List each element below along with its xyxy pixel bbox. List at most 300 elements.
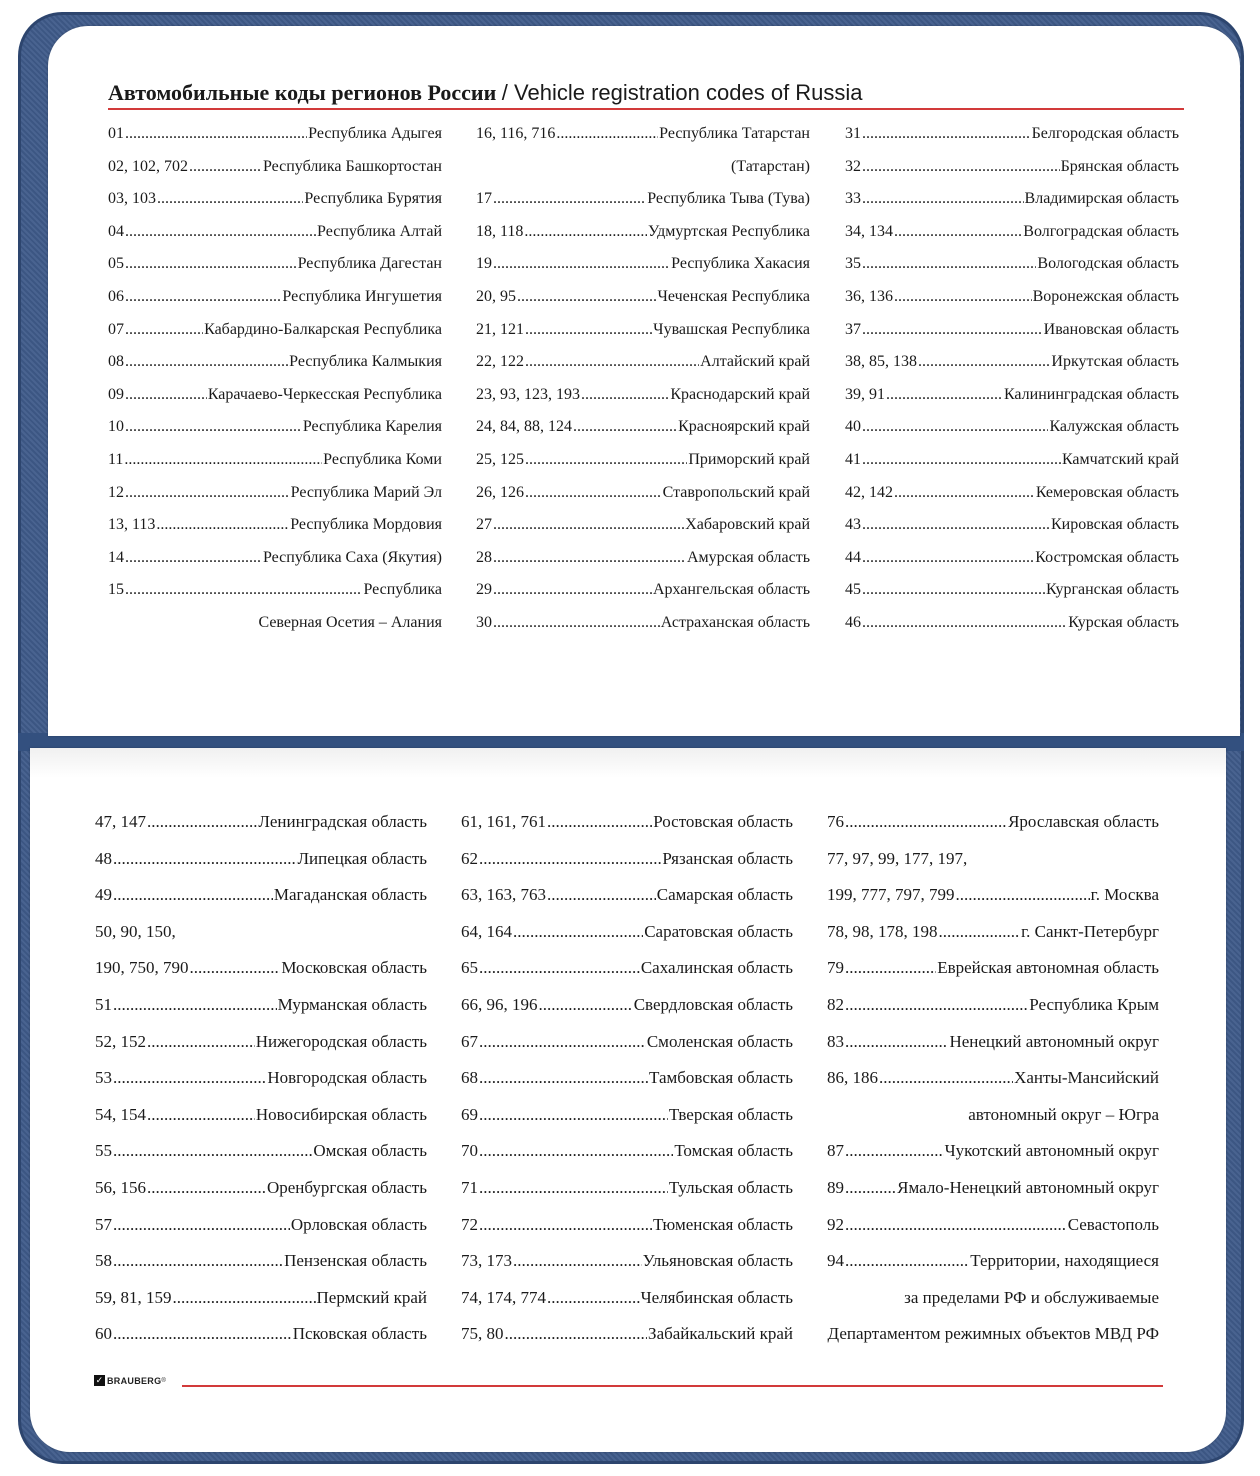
region-code: 78, 98, 178, 198 xyxy=(827,921,938,941)
dot-leader xyxy=(113,1133,312,1170)
region-name: Республика Тыва (Тува) xyxy=(647,190,810,208)
dot-leader xyxy=(479,1097,668,1134)
region-entry-continuation xyxy=(476,151,810,184)
dot-leader xyxy=(479,1024,646,1061)
region-name: Костромская область xyxy=(1035,548,1179,566)
region-code: 64, 164 xyxy=(461,921,512,941)
region-code: 29 xyxy=(476,581,492,599)
region-code: 13, 113 xyxy=(108,516,156,534)
region-entry xyxy=(845,346,1179,379)
region-name: Владимирская область xyxy=(1024,190,1179,208)
region-name-continuation: (Татарстан) xyxy=(731,157,810,175)
region-name: Магаданская область xyxy=(273,885,427,905)
dot-leader xyxy=(539,987,633,1024)
region-name: Республика Адыгея xyxy=(308,125,442,142)
region-entry xyxy=(845,118,1179,151)
dot-leader xyxy=(493,183,646,216)
region-code: 12 xyxy=(108,483,124,501)
region-name: Тамбовская область xyxy=(649,1068,793,1088)
region-code: 67 xyxy=(461,1031,478,1051)
region-name: Еврейская автономная область xyxy=(937,958,1159,978)
region-code: 49 xyxy=(95,885,112,905)
region-entry xyxy=(461,1243,793,1280)
region-code: 74, 174, 774 xyxy=(461,1287,546,1307)
region-name: Омская область xyxy=(313,1141,427,1161)
dot-leader xyxy=(845,987,1028,1024)
dot-leader xyxy=(525,444,687,477)
dot-leader xyxy=(479,1133,673,1170)
region-name: Республика Татарстан xyxy=(659,125,810,142)
region-entry xyxy=(95,841,427,878)
region-entry xyxy=(476,509,810,542)
region-code: 19 xyxy=(476,255,492,273)
dot-leader xyxy=(125,281,281,314)
region-entry xyxy=(845,248,1179,281)
dot-leader xyxy=(918,346,1050,379)
region-name: Ульяновская область xyxy=(642,1251,793,1271)
region-name: Чукотский автономный округ xyxy=(944,1141,1159,1161)
dot-leader xyxy=(513,914,643,951)
region-code: 09 xyxy=(108,385,124,403)
region-name: Брянская область xyxy=(1060,157,1179,175)
region-entry xyxy=(108,411,442,444)
dot-leader xyxy=(547,1280,640,1317)
dot-leader xyxy=(125,477,290,510)
page-title-ru: Автомобильные коды регионов России xyxy=(108,80,497,105)
region-name: Краснодарский край xyxy=(670,385,810,403)
dot-leader xyxy=(845,1243,969,1280)
region-name: Республика Марий Эл xyxy=(290,483,442,501)
region-entry xyxy=(476,542,810,575)
page-title xyxy=(108,78,1184,108)
dot-leader xyxy=(124,444,322,477)
region-codes-lead xyxy=(95,914,427,951)
region-entry xyxy=(845,216,1179,249)
dot-leader xyxy=(125,248,297,281)
region-entry xyxy=(461,1207,793,1244)
region-entry xyxy=(108,379,442,412)
region-entry xyxy=(845,477,1179,510)
region-name: Приморский край xyxy=(688,450,810,468)
region-name: Московская область xyxy=(281,958,427,978)
region-name: Пензенская область xyxy=(284,1251,427,1271)
region-code: 46 xyxy=(845,613,861,631)
region-entry xyxy=(845,151,1179,184)
region-name: Республика Алтай xyxy=(317,222,442,240)
region-name: Забайкальский край xyxy=(648,1324,793,1344)
region-entry xyxy=(827,1024,1159,1061)
dot-leader xyxy=(862,574,1045,607)
footer-rule xyxy=(182,1385,1163,1387)
region-entry xyxy=(461,841,793,878)
region-name: г. Санкт-Петербург xyxy=(1021,921,1159,941)
region-code: 20, 95 xyxy=(476,287,516,305)
region-entry xyxy=(827,1170,1159,1207)
region-entry xyxy=(845,444,1179,477)
region-entry xyxy=(845,281,1179,314)
dot-leader xyxy=(524,216,647,249)
region-entry xyxy=(827,1060,1159,1097)
dot-leader xyxy=(845,1024,948,1061)
dot-leader xyxy=(894,216,1022,249)
region-name: Липецкая область xyxy=(297,848,427,868)
dot-leader xyxy=(479,950,640,987)
region-entry xyxy=(108,542,442,575)
region-name: Псковская область xyxy=(292,1324,427,1344)
dot-leader xyxy=(125,542,262,575)
region-code: 72 xyxy=(461,1214,478,1234)
title-underline xyxy=(108,108,1184,110)
region-entry xyxy=(845,314,1179,347)
region-code: 16, 116, 716 xyxy=(476,125,556,142)
page-fold-shadow xyxy=(30,748,1226,778)
region-code: 02, 102, 702 xyxy=(108,157,188,175)
region-entry xyxy=(108,248,442,281)
region-entry xyxy=(461,1024,793,1061)
region-name-continuation: Департаментом режимных объектов МВД РФ xyxy=(827,1324,1159,1344)
dot-leader xyxy=(493,509,684,542)
region-entry xyxy=(108,281,442,314)
region-code: 17 xyxy=(476,190,492,208)
dot-leader xyxy=(479,1207,652,1244)
region-code: 10 xyxy=(108,418,124,436)
dot-leader xyxy=(125,379,207,412)
region-codes-lead xyxy=(827,841,1159,878)
region-name: Саратовская область xyxy=(644,921,793,941)
region-name-continuation: Северная Осетия – Алания xyxy=(258,613,442,631)
dot-leader xyxy=(845,804,1007,841)
region-entry xyxy=(108,346,442,379)
region-name: Кировская область xyxy=(1050,516,1179,534)
region-name: Архангельская область xyxy=(652,581,810,599)
region-code: 68 xyxy=(461,1068,478,1088)
dot-leader xyxy=(125,574,362,607)
region-code: 37 xyxy=(845,320,861,338)
region-name: Республика Саха (Якутия) xyxy=(262,548,442,566)
dot-leader xyxy=(862,183,1024,216)
region-entry xyxy=(827,1243,1159,1280)
region-name: Республика Коми xyxy=(323,450,442,468)
region-name: Пермский край xyxy=(316,1287,427,1307)
region-code: 92 xyxy=(827,1214,844,1234)
region-name: Оренбургская область xyxy=(266,1177,427,1197)
region-entry xyxy=(108,444,442,477)
region-code: 55 xyxy=(95,1141,112,1161)
region-code: 62 xyxy=(461,848,478,868)
region-code: 30 xyxy=(476,613,492,631)
region-name: Ставропольский край xyxy=(662,483,810,501)
dot-leader xyxy=(547,804,652,841)
region-entry xyxy=(95,987,427,1024)
dot-leader xyxy=(862,248,1036,281)
region-code: 14 xyxy=(108,548,124,566)
region-code: 34, 134 xyxy=(845,222,893,240)
region-entry xyxy=(827,1207,1159,1244)
region-entry xyxy=(827,804,1159,841)
dot-leader xyxy=(894,477,1035,510)
region-entry xyxy=(461,804,793,841)
region-code: 26, 126 xyxy=(476,483,524,501)
region-name: Томская область xyxy=(674,1141,793,1161)
region-name: Алтайский край xyxy=(700,353,810,371)
dot-leader xyxy=(125,314,203,347)
region-code: 11 xyxy=(108,450,124,468)
region-name: Самарская область xyxy=(656,885,793,905)
region-name: Вологодская область xyxy=(1037,255,1179,273)
region-entry xyxy=(108,574,442,607)
region-name: Красноярский край xyxy=(678,418,810,436)
region-code: 65 xyxy=(461,958,478,978)
dot-leader xyxy=(845,1170,896,1207)
bottom-column-1 xyxy=(95,804,427,1353)
region-code: 23, 93, 123, 193 xyxy=(476,385,580,403)
region-name: Ленинградская область xyxy=(258,812,427,831)
region-entry xyxy=(476,477,810,510)
region-entry xyxy=(476,314,810,347)
region-entry xyxy=(108,509,442,542)
brand-name: BRAUBERG xyxy=(107,1375,162,1386)
dot-leader xyxy=(862,151,1060,184)
region-name: Мурманская область xyxy=(277,994,427,1014)
region-code: 51 xyxy=(95,994,112,1014)
region-name: Камчатский край xyxy=(1061,450,1179,468)
dot-leader xyxy=(845,950,936,987)
dot-leader xyxy=(125,346,288,379)
region-entry-continuation xyxy=(827,1280,1159,1317)
region-entry-continuation xyxy=(827,1316,1159,1353)
region-entry-continuation xyxy=(108,607,442,640)
region-name: Калужская область xyxy=(1049,418,1179,436)
dot-leader xyxy=(862,314,1043,347)
region-name: Республика Калмыкия xyxy=(289,353,442,371)
region-name: Карачаево-Черкесская Республика xyxy=(207,385,442,403)
region-code: 28 xyxy=(476,548,492,566)
region-entry xyxy=(476,281,810,314)
region-code: 60 xyxy=(95,1324,112,1344)
region-code: 63, 163, 763 xyxy=(461,885,546,905)
brand-logo xyxy=(94,1375,166,1386)
dot-leader xyxy=(493,607,660,640)
region-name: Удмуртская Республика xyxy=(648,222,810,240)
region-name: Чеченская Республика xyxy=(657,287,810,305)
region-name: Ненецкий автономный округ xyxy=(949,1031,1159,1051)
region-entry xyxy=(95,1133,427,1170)
region-name: Волгоградская область xyxy=(1023,222,1179,240)
region-entry xyxy=(476,607,810,640)
region-entry xyxy=(845,379,1179,412)
region-code: 61, 161, 761 xyxy=(461,812,546,831)
region-entry xyxy=(461,1133,793,1170)
region-code: 24, 84, 88, 124 xyxy=(476,418,572,436)
dot-leader xyxy=(525,477,662,510)
region-entry xyxy=(461,1280,793,1317)
dot-leader xyxy=(845,1133,944,1170)
dot-leader xyxy=(113,1207,290,1244)
dot-leader xyxy=(862,542,1034,575)
region-entry xyxy=(95,1207,427,1244)
region-code: 82 xyxy=(827,994,844,1014)
region-name-continuation: за пределами РФ и обслуживаемые xyxy=(904,1287,1159,1307)
region-entry-continuation xyxy=(827,1097,1159,1134)
region-entry xyxy=(95,877,427,914)
region-code: 05 xyxy=(108,255,124,273)
region-name: Калининградская область xyxy=(1003,385,1179,403)
region-name: Иркутская область xyxy=(1051,353,1179,371)
dot-leader xyxy=(862,607,1067,640)
dot-leader xyxy=(479,1060,648,1097)
region-name: Рязанская область xyxy=(662,848,793,868)
region-entry xyxy=(476,248,810,281)
region-name: Кемеровская область xyxy=(1035,483,1179,501)
region-entry xyxy=(108,118,442,151)
region-entry xyxy=(95,1316,427,1353)
region-entry xyxy=(845,183,1179,216)
region-entry xyxy=(95,1170,427,1207)
region-name: Свердловская область xyxy=(633,994,793,1014)
region-name: Новосибирская область xyxy=(255,1104,427,1124)
brand-reg-mark: ® xyxy=(161,1377,167,1384)
region-entry xyxy=(476,346,810,379)
region-entry xyxy=(95,950,427,987)
region-entry xyxy=(827,877,1159,914)
region-entry xyxy=(845,509,1179,542)
dot-leader xyxy=(147,804,257,841)
region-entry xyxy=(827,914,1159,951)
brand-check-icon: ✓ xyxy=(95,1375,104,1385)
region-code: 06 xyxy=(108,287,124,305)
region-code: 87 xyxy=(827,1141,844,1161)
region-code: 94 xyxy=(827,1251,844,1271)
region-entry xyxy=(108,314,442,347)
region-entry xyxy=(95,1280,427,1317)
dot-leader xyxy=(505,1316,648,1353)
dot-leader xyxy=(113,987,277,1024)
dot-leader xyxy=(956,877,1090,914)
region-code: 77, 97, 99, 177, 197, xyxy=(827,848,968,868)
page-title-en: / Vehicle registration codes of Russia xyxy=(501,80,863,105)
region-name: Тюменская область xyxy=(652,1214,793,1234)
region-name: Ростовская область xyxy=(653,812,793,831)
bottom-column-2 xyxy=(461,804,793,1353)
region-entry xyxy=(461,1316,793,1353)
region-entry xyxy=(108,477,442,510)
top-column-2 xyxy=(476,118,810,640)
region-name: Хабаровский край xyxy=(685,516,810,534)
region-entry xyxy=(108,151,442,184)
dot-leader xyxy=(493,542,686,575)
region-code: 40 xyxy=(845,418,861,436)
region-name: Республика Ингушетия xyxy=(282,287,442,305)
dot-leader xyxy=(125,118,307,151)
dot-leader xyxy=(513,1243,642,1280)
region-entry xyxy=(476,411,810,444)
region-code: 52, 152 xyxy=(95,1031,146,1051)
bottom-column-3 xyxy=(827,804,1159,1353)
region-entry xyxy=(95,1097,427,1134)
top-column-1 xyxy=(108,118,442,640)
region-entry xyxy=(461,1060,793,1097)
region-name: Сахалинская область xyxy=(640,958,793,978)
region-name: Республика Хакасия xyxy=(671,255,810,273)
dot-leader xyxy=(147,1024,255,1061)
region-code: 21, 121 xyxy=(476,320,524,338)
region-code: 36, 136 xyxy=(845,287,893,305)
region-code: 35 xyxy=(845,255,861,273)
region-code: 45 xyxy=(845,581,861,599)
region-name: Республика Карелия xyxy=(302,418,442,436)
dot-leader xyxy=(547,877,656,914)
region-code: 70 xyxy=(461,1141,478,1161)
region-entry xyxy=(845,574,1179,607)
region-entry xyxy=(461,914,793,951)
region-entry xyxy=(476,118,810,151)
region-code: 33 xyxy=(845,190,861,208)
dot-leader xyxy=(525,314,652,347)
dot-leader xyxy=(147,1097,255,1134)
region-entry xyxy=(827,1133,1159,1170)
region-name-continuation: автономный округ – Югра xyxy=(968,1104,1159,1124)
region-code: 89 xyxy=(827,1177,844,1197)
region-code: 69 xyxy=(461,1104,478,1124)
region-entry xyxy=(461,1170,793,1207)
region-name: Белгородская область xyxy=(1031,125,1179,142)
region-entry xyxy=(476,574,810,607)
dot-leader xyxy=(493,248,670,281)
dot-leader xyxy=(125,411,302,444)
region-name: Ханты-Мансийский xyxy=(1014,1068,1159,1088)
dot-leader xyxy=(573,411,677,444)
region-name: Республика Крым xyxy=(1029,994,1159,1014)
dot-leader xyxy=(886,379,1003,412)
dot-leader xyxy=(525,346,699,379)
dot-leader xyxy=(939,914,1021,951)
dot-leader xyxy=(845,1207,1067,1244)
region-code: 27 xyxy=(476,516,492,534)
dot-leader xyxy=(581,379,669,412)
region-code: 56, 156 xyxy=(95,1177,146,1197)
region-code: 190, 750, 790 xyxy=(95,958,189,978)
region-name: Чувашская Республика xyxy=(653,320,810,338)
region-code: 04 xyxy=(108,222,124,240)
region-name: Республика Бурятия xyxy=(304,190,442,208)
region-entry xyxy=(827,950,1159,987)
region-code: 39, 91 xyxy=(845,385,885,403)
region-entry xyxy=(845,607,1179,640)
dot-leader xyxy=(894,281,1032,314)
region-name: Амурская область xyxy=(687,548,810,566)
region-entry xyxy=(461,950,793,987)
region-name: Республика Мордовия xyxy=(290,516,442,534)
region-entry xyxy=(461,877,793,914)
dot-leader xyxy=(125,216,316,249)
region-name: Республика xyxy=(363,581,442,599)
region-entry xyxy=(476,379,810,412)
dot-leader xyxy=(189,151,262,184)
region-entry xyxy=(108,216,442,249)
region-code: 54, 154 xyxy=(95,1104,146,1124)
region-code: 07 xyxy=(108,320,124,338)
region-entry xyxy=(95,1024,427,1061)
region-code: 25, 125 xyxy=(476,450,524,468)
region-name: Севастополь xyxy=(1067,1214,1159,1234)
dot-leader xyxy=(862,444,1061,477)
dot-leader xyxy=(113,1316,292,1353)
region-name: Челябинская область xyxy=(640,1287,793,1307)
region-code: 83 xyxy=(827,1031,844,1051)
dot-leader xyxy=(556,118,658,151)
dot-leader xyxy=(517,281,657,314)
region-name: Ивановская область xyxy=(1043,320,1179,338)
